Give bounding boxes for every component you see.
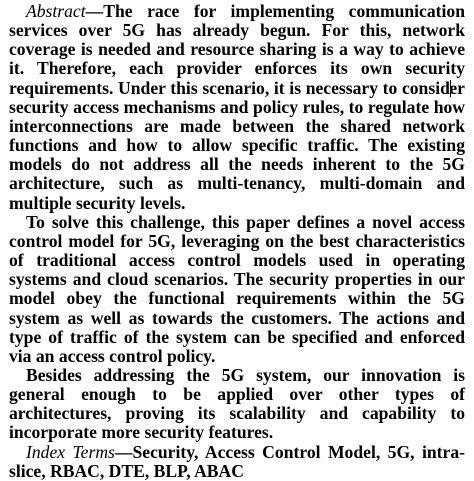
abstract-text-part-2: er security access mechanisms and policy rules, to regulate how interconnections are made between the shared network functions and how to allow specific traffic. The existing models do not address all the needs inherent to the 5G architecture, such as multi-tenancy, multi-domain and multiple security levels. [9,77,465,213]
abstract-label: Abstract [26,1,86,21]
index-terms-label: Index Terms [26,441,115,462]
abstract-text-part-1: The race for implementing communication services over 5G has already begun. For this, network coverage is needed and resource sharing is a way to achieve it. Therefore, each provider enforces its own security requirements. Under this scenario, it is necessary to consid [9,1,465,98]
abstract-paragraph-3: Besides addressing the 5G system, our innovation is general enough to be applied over other types of architectures, proving its scalability and capability to incorporate more security features. [9,364,465,443]
abstract-section [9,2,465,481]
abstract-paragraph-2: To solve this challenge, this paper defines a novel access control model for 5G, leveraging on the best characteristics of traditional access control models used in operating systems and cloud scenarios. The security properties in our model obey the functional requirements within the 5G system as well as towards the customers. The actions and type of traffic of the system can be specified and enforced via an access control policy. [9,211,465,366]
index-terms-dash: — [114,441,133,462]
abstract-dash: — [85,1,104,21]
abstract-paragraph-1 [9,2,465,213]
index-terms-paragraph [9,443,465,481]
index-terms-text: Security, Access Control Model, 5G, intra-slice, RBAC, DTE, BLP, ABAC [9,441,465,481]
